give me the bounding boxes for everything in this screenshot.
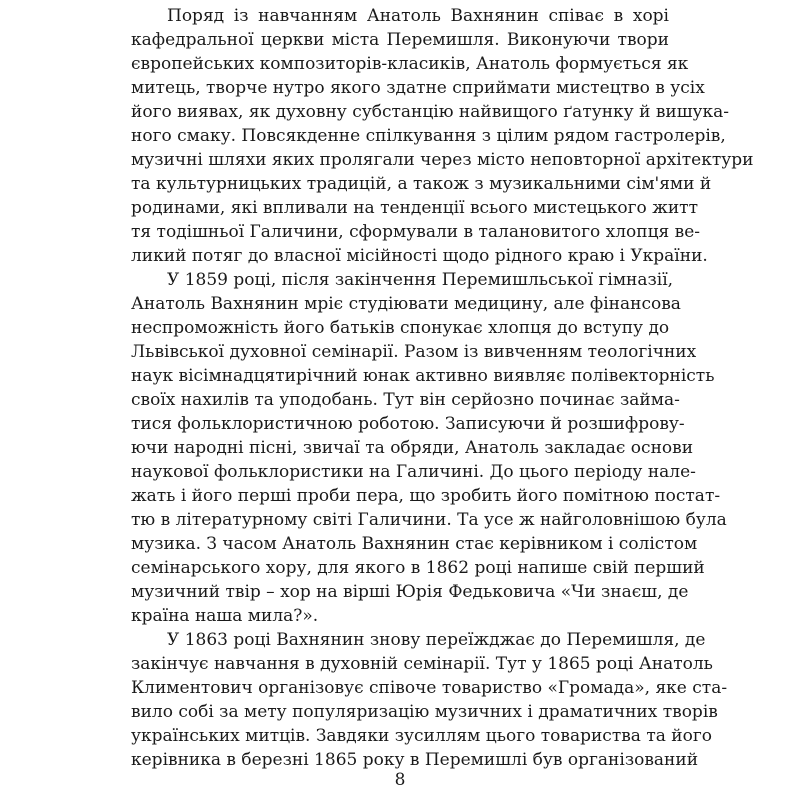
text-line: музика. З часом Анатоль Вахнянин стає керівником і солістом — [131, 534, 698, 554]
text-line: Климентович організовує співоче товариство «Громада», яке ста- — [131, 678, 728, 698]
text-line: та культурницьких традицій, а також з музикальними сім'ями й — [131, 174, 712, 194]
text-line: керівника в березні 1865 року в Перемишлі був організований — [131, 750, 699, 770]
text-line: своїх нахилів та уподобань. Тут він серйозно починає займа- — [131, 390, 680, 410]
text-line: закінчує навчання в духовній семінарії. Тут у 1865 році Анатоль — [131, 654, 713, 674]
text-line: митець, творче нутро якого здатне сприймати мистецтво в усіх — [131, 78, 705, 98]
text-line: музичні шляхи яких пролягали через місто неповторної архітектури — [131, 150, 754, 170]
text-line: Львівської духовної семінарії. Разом із вивченням теологічних — [131, 342, 697, 362]
text-line: країна наша мила?». — [131, 606, 319, 626]
text-line: європейських композиторів-класиків, Анатоль формується як — [131, 54, 689, 74]
book-page — [131, 0, 754, 800]
text-line: У 1863 році Вахнянин знову переїжджає до Перемишля, де — [167, 630, 706, 650]
text-line: тися фольклористичною роботою. Записуючи й розшифрову- — [131, 414, 685, 434]
text-line: Поряд із навчанням Анатоль Вахнянин співає в хорі — [167, 6, 669, 26]
text-line: його виявах, як духовну субстанцію найвищого ґатунку й вишука- — [131, 102, 730, 122]
text-line: жать і його перші проби пера, що зробить його помітною постат- — [131, 486, 721, 506]
text-line: тя тодішньої Галичини, сформували в талановитого хлопця ве- — [131, 222, 701, 242]
text-line: неспроможність його батьків спонукає хлопця до вступу до — [131, 318, 670, 338]
text-line: ючи народні пісні, звичаї та обряди, Анатоль закладає основи — [131, 438, 694, 458]
text-line: У 1859 році, після закінчення Перемишльської гімназії, — [167, 270, 674, 290]
text-line: ликий потяг до власної місійності щодо рідного краю і України. — [131, 246, 708, 266]
text-line: музичний твір – хор на вірші Юрія Федьковича «Чи знаєш, де — [131, 582, 689, 602]
text-line: ного смаку. Повсякденне спілкування з цілим рядом гастролерів, — [131, 126, 726, 146]
page-number: 8 — [394, 770, 406, 790]
text-line: родинами, які впливали на тенденції всього мистецького житт — [131, 198, 698, 218]
text-line: українських митців. Завдяки зусиллям цього товариства та його — [131, 726, 712, 746]
text-line: тю в літературному світі Галичини. Та усе ж найголовнішою була — [131, 510, 727, 530]
text-line: вило собі за мету популяризацію музичних і драматичних творів — [131, 702, 718, 722]
text-line: наук вісімнадцятирічний юнак активно виявляє полівекторність — [131, 366, 715, 386]
text-line: кафедральної церкви міста Перемишля. Виконуючи твори — [131, 30, 669, 50]
text-line: семінарського хору, для якого в 1862 році напише свій перший — [131, 558, 705, 578]
text-line: Анатоль Вахнянин мріє студіювати медицину, але фінансова — [131, 294, 681, 314]
text-line: наукової фольклористики на Галичині. До цього періоду нале- — [131, 462, 696, 482]
